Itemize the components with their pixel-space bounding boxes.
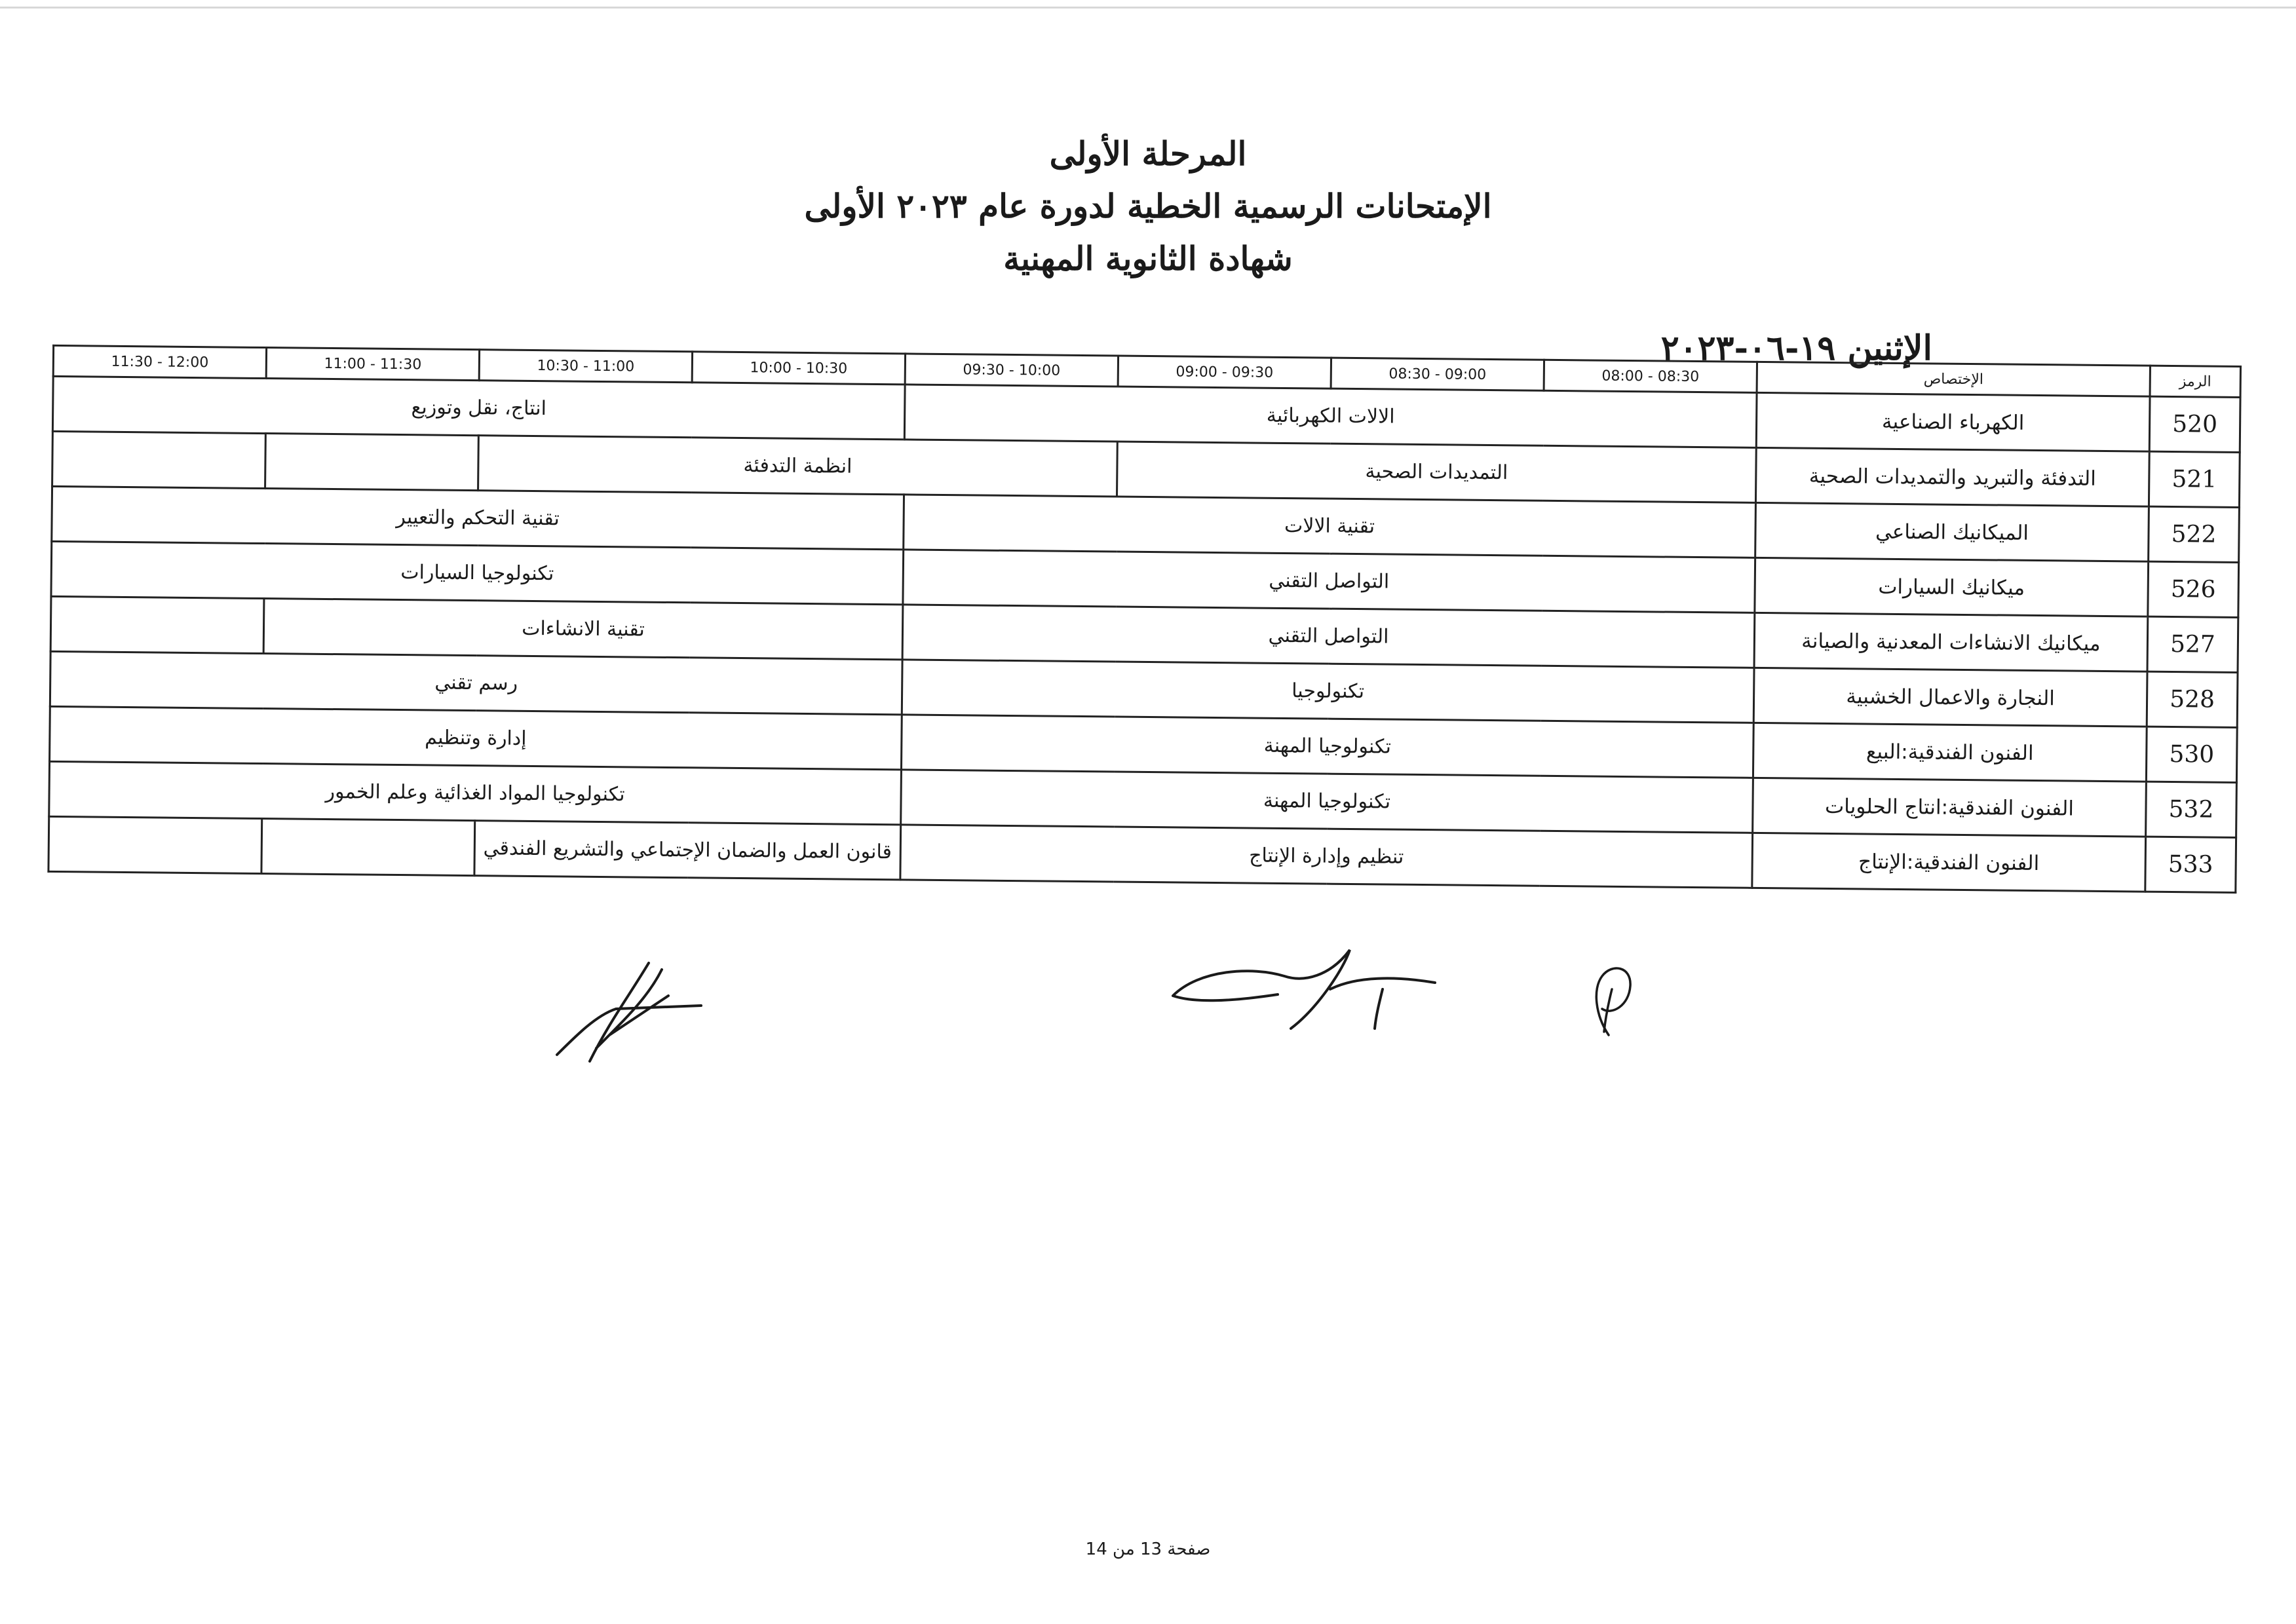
- exam-cell: تقنية الالات: [904, 495, 1756, 557]
- exam-cell: انتاج، نقل وتوزيع: [52, 376, 905, 439]
- header-slot: 09:30 - 09:00: [1118, 356, 1331, 388]
- exam-cell: رسم تقني: [50, 651, 902, 714]
- document-header: [0, 128, 2296, 285]
- exam-day-date: الإثنين ١٩-٠٦-٢٠٢٣: [1660, 328, 1932, 368]
- header-specialty: الإختصاص: [1757, 362, 2150, 396]
- exam-cell: الالات الكهربائية: [904, 385, 1757, 447]
- signature-left-icon: [550, 956, 747, 1074]
- header-slot: 11:00 - 10:30: [479, 350, 692, 383]
- exam-cell: تكنولوجيا: [902, 660, 1754, 723]
- exam-cell: التواصل التقني: [903, 550, 1755, 613]
- row-code: 533: [2145, 837, 2236, 892]
- row-code: 530: [2146, 727, 2237, 782]
- empty-cell: [52, 431, 266, 488]
- exam-cell: انظمة التدفئة: [478, 436, 1118, 497]
- row-specialty: الفنون الفندقية:البيع: [1753, 723, 2147, 782]
- schedule-table: [47, 345, 2242, 894]
- title-certificate: شهادة الثانوية المهنية: [1003, 239, 1293, 278]
- header-slot: 10:00 - 09:30: [905, 354, 1118, 387]
- header-slot: 10:30 - 10:00: [692, 352, 905, 385]
- row-specialty: التدفئة والتبريد والتمديدات الصحية: [1755, 447, 2149, 506]
- row-code: 528: [2147, 671, 2238, 727]
- signature-center-icon: [1160, 930, 1448, 1035]
- exam-cell: تكنولوجيا السيارات: [51, 541, 904, 604]
- page-number: صفحة 13 من 14: [1085, 1539, 1211, 1559]
- row-code: 527: [2147, 616, 2238, 672]
- header-slot: 09:00 - 08:30: [1331, 358, 1544, 390]
- title-exams: الإمتحانات الرسمية الخطية لدورة عام ٢٠٢٣ الأولى: [804, 187, 1492, 225]
- empty-cell: [261, 819, 475, 876]
- empty-cell: [50, 596, 264, 653]
- row-specialty: النجارة والاعمال الخشبية: [1753, 668, 2147, 727]
- row-specialty: الفنون الفندقية:الإنتاج: [1752, 833, 2146, 892]
- row-code: 521: [2149, 451, 2240, 507]
- exam-cell: تكنولوجيا المهنة: [901, 715, 1753, 778]
- title-phase: المرحلة الأولى: [1049, 134, 1247, 173]
- header-slot: 08:30 - 08:00: [1544, 360, 1757, 392]
- row-specialty: الفنون الفندقية:انتاج الحلويات: [1753, 778, 2147, 837]
- row-code: 532: [2146, 782, 2237, 837]
- exam-cell: قانون العمل والضمان الإجتماعي والتشريع الفندقي: [474, 821, 901, 880]
- header-slot: 12:00 - 11:30: [53, 345, 266, 378]
- row-code: 522: [2149, 506, 2240, 562]
- exam-cell: تكنولوجيا المواد الغذائية وعلم الخمور: [49, 761, 902, 824]
- row-specialty: ميكانيك السيارات: [1755, 557, 2149, 616]
- exam-cell: التواصل التقني: [902, 605, 1755, 668]
- row-code: 526: [2148, 561, 2239, 617]
- empty-cell: [265, 434, 479, 491]
- signatures: [0, 917, 2296, 1087]
- header-slot: 11:30 - 11:00: [266, 348, 479, 381]
- exam-cell: تقنية الانشاءات: [263, 599, 903, 660]
- exam-cell: تنظيم وإدارة الإنتاج: [900, 825, 1753, 888]
- row-specialty: الميكانيك الصناعي: [1755, 502, 2149, 561]
- exam-cell: التمديدات الصحية: [1117, 442, 1757, 502]
- signature-right-icon: [1573, 956, 1645, 1042]
- empty-cell: [48, 816, 262, 873]
- header-code: الرمز: [2150, 366, 2240, 397]
- exam-cell: إدارة وتنظيم: [50, 706, 902, 769]
- exam-cell: تقنية التحكم والتعيير: [52, 486, 904, 549]
- row-specialty: ميكانيك الانشاءات المعدنية والصيانة: [1754, 613, 2148, 671]
- row-specialty: الكهرباء الصناعية: [1756, 392, 2150, 451]
- row-code: 520: [2149, 396, 2240, 452]
- top-rule: [0, 7, 2296, 9]
- exam-cell: تكنولوجيا المهنة: [901, 770, 1753, 833]
